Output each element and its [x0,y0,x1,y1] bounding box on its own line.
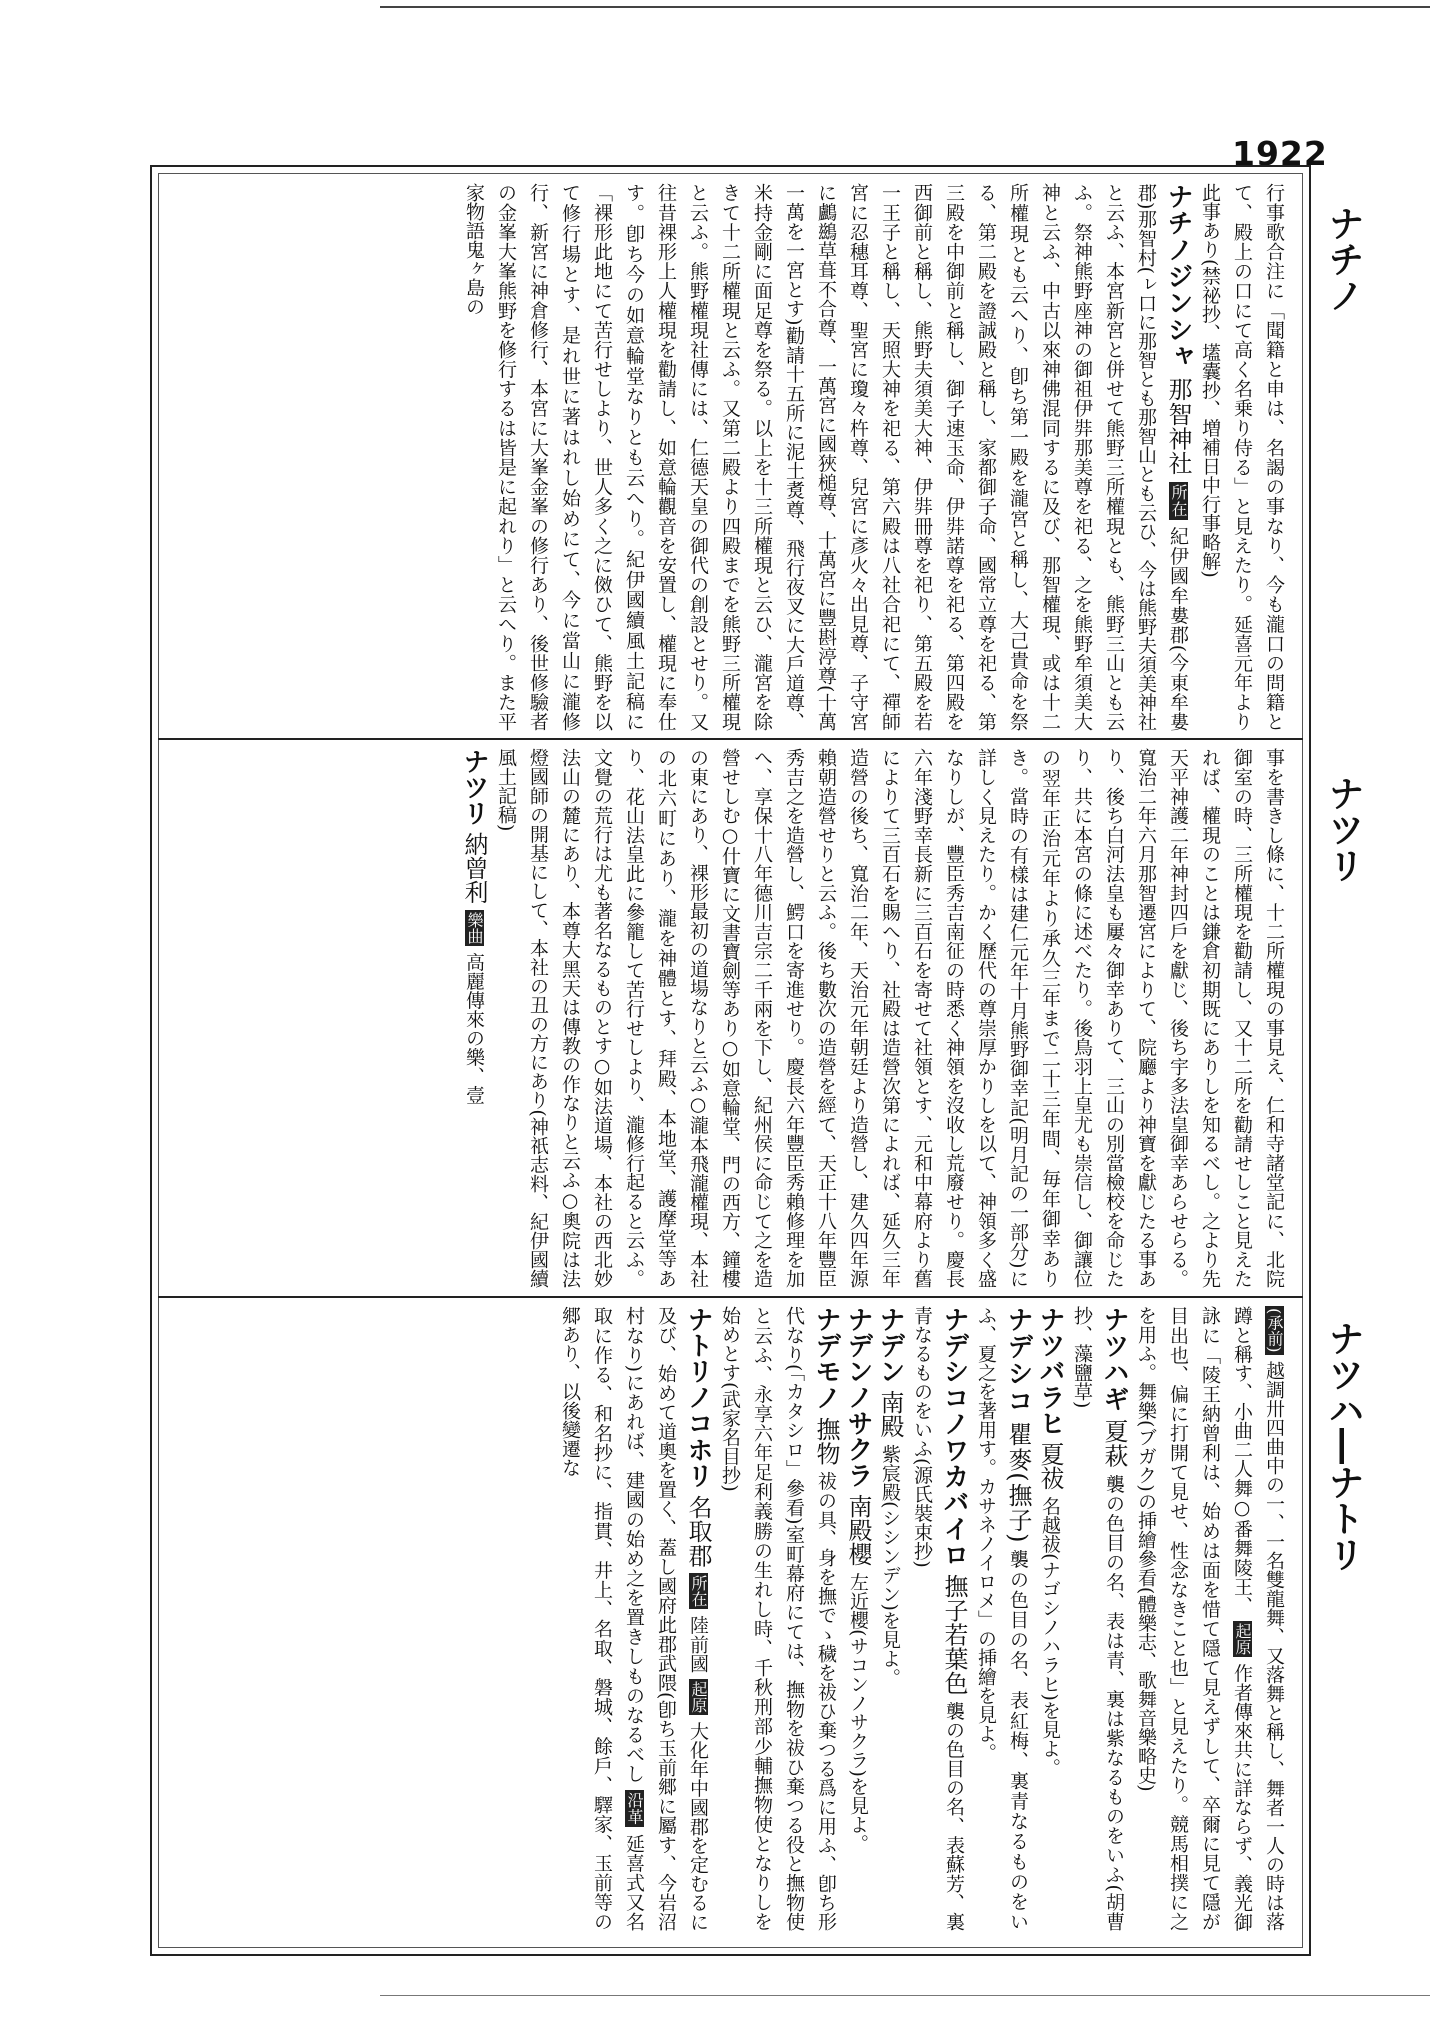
entry-gloss: 那智神社 [1164,376,1192,476]
entry-body-history: 延喜式又名取に作る、和名抄に、指貫、井上、名取、磐城、餘戶、驛家、玉前等の郷あり、以後變遷な [559,1306,645,1931]
entry-body: 紀伊國牟婁郡(今東牟婁郡)那智村(ㇾ口に那智とも那智山とも云ひ、今は熊野夫須美神社と云ふ、本宮新宮と併せて熊野三所權現とも、熊野三山とも云ふ。祭神熊野座神の御祖伊弉那美尊を祀る、之を熊野牟須美大神と云ふ、中古以來神佛混同するに及び、那智權現、或は十二所權現とも云へり、卽ち第一殿を瀧宮と稱し、大己貴命を祭る、第二殿を證誠殿と稱し、家都御子命、國常立尊を祀る、第三殿を中御前と稱し、御子速玉命、伊弉諾尊を祀る、第四殿を西御前と稱し、熊野夫須美大神、伊弉冊尊を祀り、第五殿を若一王子と稱し、天照大神を祀る、第六殿は八社合祀にて、禪師宮に忍穗耳尊、聖宮に瓊々杵尊、兒宮に彥火々出見尊、子守宮に鸕鷀草葺不合尊、一萬宮に國狹槌尊、十萬宮に豐斟渟尊(十萬一萬を一宮とす)勸請十五所に泥土煑尊、飛行夜叉に大戶道尊、米持金剛に面足尊を祭る。以上を十三所權現と云ひ、瀧宮を除きて十二所權現と云ふ。又第二殿より四殿までを熊野三所權現と云ふ。熊野權現社傳には、仁德天皇の御代の創設とせり。又往昔裸形上人權現を勸請し、如意輪觀音を安置し、權現に奉仕す。卽ち今の如意輪堂なりとも云へり。紀伊國續風土記稿に「裸形此地にて苦行せしより、世人多く之に傚ひて、熊野を以て修行場とす、是れ世に著はれし始めにて、今に當山に瀧修行、新宮に神倉修行、本宮に大峯金峯の修行あり、後世修驗者の金峯大峯熊野を修行するは皆是に起れり」と云へり。また平家物語鬼ヶ島の [463,183,1189,731]
entry-body: 襲の色目の名、表は青、裏は紫なるものをいふ(胡曹抄、藻鹽草) [1071,1306,1125,1931]
continued-tag: (承前) [1265,1308,1284,1353]
upper-section [170,183,1290,731]
entry-gloss: 納曾利 [460,832,488,905]
history-tag: 沿革 [625,1792,644,1826]
entry-headword: ナデンノサクラ [843,1306,873,1488]
entry-body: 名越祓(ナゴシノハラヒ)を見よ。 [1039,1496,1061,1777]
entry-gloss: 瞿麥(撫子) [1004,1421,1032,1543]
middle-continuation-text: 事を書きし條に、十二所權現の事見え、仁和寺諸堂記に、北院御室の時、三所權現を勸請し、又十二所を勸請せしこと見えたれば、權現のことは鎌倉初期既にありしを知るべし。之より先天平神護二年神封四戶を獻じ、後ち宇多法皇御幸あらせらる。寬治二年六月那智遷宮によりて、院廳より神寶を獻じたる事あり、後ち白河法皇も屢々御幸ありて、三山の別當檢校を命じたり、共に本宮の條に述べたり。後鳥羽上皇尤も崇信し、御讓位の翌年正治元年より承久三年まで二十三年間、毎年御幸ありき。當時の有樣は建仁元年十月熊野御幸記(明月記の一部分)に詳しく見えたり。かく歷代の尊崇厚かりしを以て、神領多く盛なりしが、豐臣秀吉南征の時悉く神領を沒收し荒廢せり。慶長六年淺野幸長新に三百石を寄せて社領とす、元和中幕府より舊によりて三百石を賜へり、社殿は造營次第によれば、延久三年造營の後ち、寬治二年、天治元年朝廷より造營し、建久四年源賴朝造營せりと云ふ。後ち數次の造營を經て、天正十八年豐臣秀吉之を造營し、鰐口を寄進せり。慶長六年豐臣秀賴修理を加へ、享保十八年德川吉宗二千兩を下し、紀州侯に命じて之を造營せしむ○什寶に文書寶劍等あり○如意輪堂、門の西方、鐘樓の東にあり、裸形最初の道場なりと云ふ○瀧本飛瀧權現、本社の北六町にあり、瀧を神體とす、拜殿、本地堂、護摩堂等あり、花山法皇此に參籠して苦行せしより、瀧修行起ると云ふ。文覺の荒行は尤も著名なるものとす○如法道場、本社の西北妙法山の麓にあり、本尊大黑天は傳教の作なりと云ふ○奧院は法燈國師の開基にして、本社の丑の方にあり(神祇志料、紀伊國續風土記稿) [495,748,1285,1288]
top-rule [380,6,1430,8]
entry-headword: ナチノジンシャ [1163,183,1193,370]
entry-gloss: 撫物 [812,1416,840,1466]
lower-continuation [1130,1306,1290,1931]
continuation-text-2: 作者傳來共に詳ならず、義光御詠に「陵王納曾利は、始めは面を惜て隱て見えずして、卒爾に見て隱が目出也、偏に打開て見せ、性念なきこと也」と見えたり。競馬相撲に之を用ふ。舞樂(ブガク)の挿繪參看(體樂志、歌舞音樂略史) [1135,1306,1253,1931]
entry-headword: ナデモノ [811,1306,841,1411]
entry-gloss: 撫子若葉色 [940,1573,968,1695]
entry-gloss: 夏祓 [1036,1442,1064,1491]
entry-body: 襲の色目の名、表蘇芳、裏青なるものをいふ(源氏裝束抄) [911,1306,965,1931]
upper-intro-text: 行事歌合注に「聞籍と申は、名謁の事なり、今も瀧口の問籍とて、殿上の口にて高く名乗り侍る」と見えたり。延喜元年より此事あり(禁祕抄、壒囊抄、増補日中行事略解) [1199,183,1285,731]
entry-natsuhagi [1066,1306,1130,1931]
entry-natsubarahi [1034,1306,1066,1931]
entry-natsuri [458,748,490,1288]
entry-body: 祓の具、身を撫でゝ穢を祓ひ棄つる爲に用ふ、卽ち形代なり(「カタシロ」參看)室町幕府にては、撫物を祓ひ棄つる役と撫物使と云ふ、永享六年足利義勝の生れし時、千秋刑部少輔撫物使となりしを始めとす(武家名目抄) [719,1306,837,1931]
origin-tag: 起原 [1233,1623,1252,1656]
entry-nademono [714,1306,842,1931]
entry-headword: ナデシコノワカバイロ [939,1306,969,1568]
page-number: 1922 [1232,134,1328,173]
entry-body: 左近櫻(サコンノサクラ)を見よ。 [847,1572,869,1853]
section-divider-upper [158,738,1303,740]
entry-body: 高麗傳來の樂、壹 [463,952,485,1105]
origin-tag: 起原 [689,1680,708,1714]
entry-gloss: 夏萩 [1100,1418,1128,1468]
entry-body-origin: 大化年中國郡を定むるに及び、始めて道奧を置く、蓋し國府此郡武隈(卽ち玉前郷に屬す、今岩沼村なり)にあれば、建國の始め之を置きしものなるべし [623,1306,709,1931]
running-header-upper: ナチノ [1323,205,1364,313]
entry-gloss: 南殿櫻 [844,1494,872,1567]
middle-section [170,748,1290,1288]
entry-natori-no-kohori [554,1306,714,1931]
bottom-rule [380,1995,1430,1996]
entry-headword: ナデシコ [1003,1306,1033,1415]
running-header-lower: ナツハ―ナトリ [1323,1320,1364,1572]
entry-headword: ナツハギ [1099,1306,1129,1413]
entry-headword: ナデン [875,1306,905,1384]
running-header-middle: ナツリ [1323,775,1364,883]
entry-headword: ナトリノコホリ [683,1306,713,1489]
entry-naden [874,1306,906,1931]
location-tag: 所在 [689,1575,708,1608]
entry-headword: ナツバラヒ [1035,1306,1065,1436]
entry-gloss: 南殿 [876,1390,904,1439]
entry-gloss: 名取郡 [684,1494,712,1568]
section-divider-lower [158,1296,1303,1298]
entry-body: 襲の色目の名、表紅梅、裏青なるものをいふ、夏之を著用す。カサネノイロメ」の挿繪を見よ。 [975,1306,1029,1931]
continuation-text-1: 越調卅四曲中の一、一名雙龍舞、又落舞と稱し、舞者一人の時は落蹲と稱す、小曲二人舞○番舞陵王、 [1231,1306,1285,1931]
location-tag: 所在 [1169,484,1188,518]
lower-section [170,1306,1290,1931]
category-tag: 樂曲 [465,912,484,945]
entry-headword: ナツリ [459,748,489,826]
entry-body-location: 陸前國 [687,1615,709,1673]
entry-naden-no-sakura [842,1306,874,1931]
entry-nachi-jinja [458,183,1194,731]
entry-body: 紫宸殿(シシンデン)を見よ。 [879,1444,901,1687]
